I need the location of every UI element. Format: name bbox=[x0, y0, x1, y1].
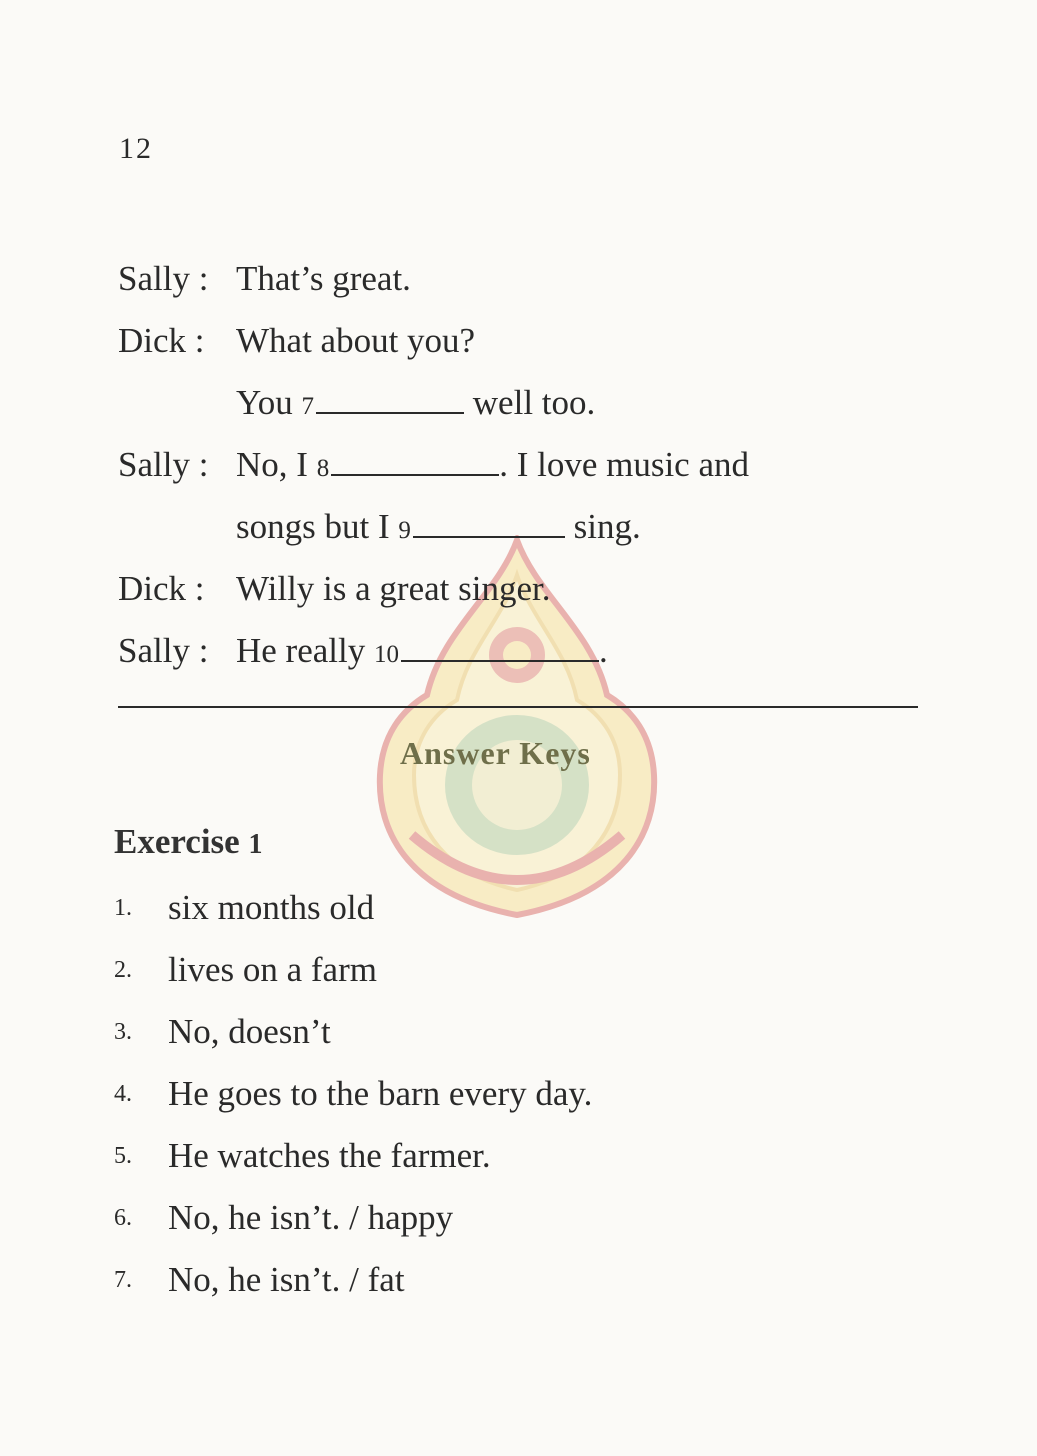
answer-text: six months old bbox=[168, 888, 375, 927]
blank-underline bbox=[401, 632, 599, 662]
speaker-label bbox=[118, 259, 236, 299]
answer-number: 6. bbox=[114, 1204, 132, 1231]
page-number: 12 bbox=[119, 132, 153, 165]
speaker-colon: : bbox=[189, 445, 209, 484]
speaker-name: Sally bbox=[118, 445, 190, 484]
answer-item bbox=[114, 1001, 592, 1063]
answer-item bbox=[114, 1125, 592, 1187]
line-text bbox=[236, 569, 551, 609]
line-segment: songs but I bbox=[236, 507, 399, 546]
speaker-colon: : bbox=[189, 259, 209, 298]
answer-item bbox=[114, 1187, 592, 1249]
speaker-colon: : bbox=[186, 321, 205, 360]
line-text bbox=[236, 383, 595, 423]
answer-number: 5. bbox=[114, 1142, 132, 1169]
dialogue-line bbox=[118, 620, 938, 682]
line-text bbox=[236, 259, 411, 299]
dialogue bbox=[118, 248, 938, 682]
blank-number: 8 bbox=[316, 455, 330, 482]
section-divider bbox=[118, 706, 918, 708]
answer-item bbox=[114, 877, 592, 939]
speaker-name: Sally bbox=[118, 631, 190, 670]
line-segment: Willy is a great singer. bbox=[236, 569, 551, 608]
line-segment: No, I bbox=[236, 445, 317, 484]
exercise-heading bbox=[114, 822, 262, 862]
line-segment: What about you? bbox=[236, 321, 476, 360]
speaker-colon: : bbox=[189, 631, 209, 670]
answer-item bbox=[114, 1249, 592, 1311]
line-text bbox=[236, 321, 475, 361]
answer-number: 4. bbox=[114, 1080, 132, 1107]
dialogue-line bbox=[118, 558, 938, 620]
line-segment: well too. bbox=[464, 383, 596, 422]
blank-underline bbox=[413, 508, 565, 538]
dialogue-line bbox=[118, 372, 938, 434]
exercise-number: 1 bbox=[248, 829, 263, 860]
line-text bbox=[236, 507, 641, 547]
dialogue-line bbox=[118, 496, 938, 558]
line-segment: . I love music and bbox=[499, 445, 749, 484]
speaker-name: Dick bbox=[118, 321, 187, 360]
answer-item bbox=[114, 1063, 592, 1125]
speaker-name: Sally bbox=[118, 259, 190, 298]
speaker-label bbox=[118, 631, 236, 671]
line-segment: He really bbox=[236, 631, 374, 670]
line-segment: sing. bbox=[564, 507, 641, 546]
answer-number: 1. bbox=[114, 894, 132, 921]
line-segment: That’s great. bbox=[236, 259, 411, 298]
speaker-colon: : bbox=[186, 569, 205, 608]
fill-in-blank bbox=[317, 446, 500, 483]
blank-underline bbox=[316, 384, 464, 414]
answer-text: lives on a farm bbox=[168, 950, 377, 989]
answer-item bbox=[114, 939, 592, 1001]
answer-list bbox=[114, 877, 592, 1311]
blank-underline bbox=[331, 446, 499, 476]
speaker-label bbox=[118, 569, 236, 609]
answer-number: 2. bbox=[114, 956, 132, 983]
fill-in-blank bbox=[302, 384, 465, 421]
blank-number: 9 bbox=[398, 517, 411, 544]
answer-keys-title: Answer Keys bbox=[400, 735, 591, 771]
answer-text: No, he isn’t. / fat bbox=[168, 1260, 405, 1299]
fill-in-blank bbox=[374, 632, 599, 669]
dialogue-line bbox=[118, 434, 938, 496]
speaker-label bbox=[118, 321, 236, 361]
answer-text: No, he isn’t. / happy bbox=[168, 1198, 454, 1237]
answer-text: No, doesn’t bbox=[168, 1012, 331, 1051]
dialogue-line bbox=[118, 248, 938, 310]
answer-number: 3. bbox=[114, 1018, 132, 1045]
answer-text: He goes to the barn every day. bbox=[168, 1074, 593, 1113]
line-text bbox=[236, 631, 608, 671]
blank-number: 7 bbox=[301, 393, 315, 420]
speaker-name: Dick bbox=[118, 569, 187, 608]
dialogue-line bbox=[118, 310, 938, 372]
fill-in-blank bbox=[398, 508, 565, 545]
answer-number: 7. bbox=[114, 1266, 132, 1293]
answer-text: He watches the farmer. bbox=[168, 1136, 491, 1175]
line-segment: . bbox=[598, 631, 608, 670]
line-text bbox=[236, 445, 749, 485]
exercise-label: Exercise bbox=[114, 822, 240, 861]
blank-number: 10 bbox=[373, 641, 399, 668]
speaker-label bbox=[118, 445, 236, 485]
line-segment: You bbox=[236, 383, 302, 422]
